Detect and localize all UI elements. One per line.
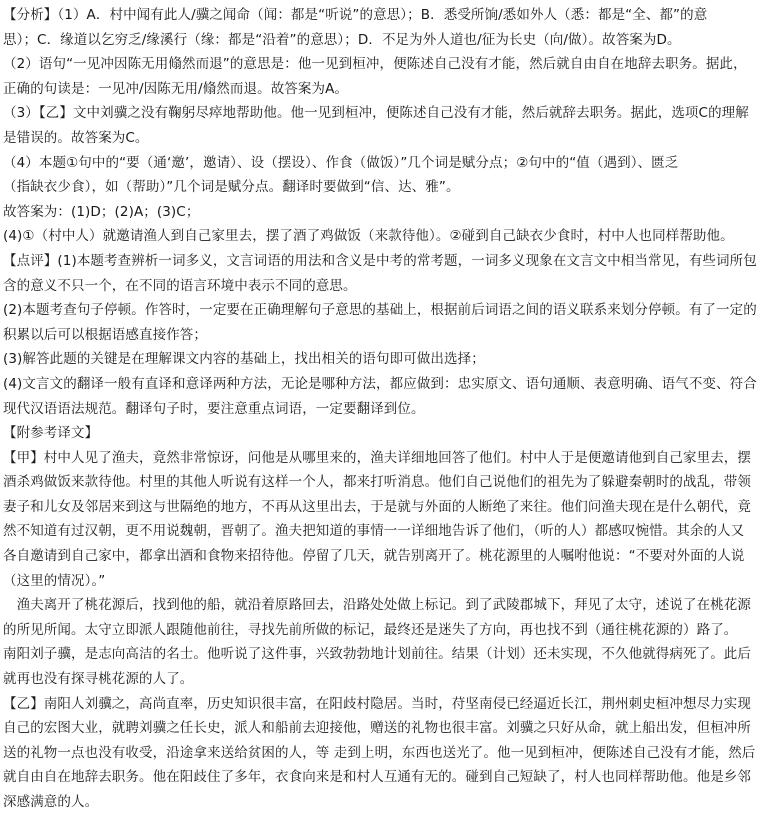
text-line: 【附参考译文】 [3,425,99,442]
text-line: （这里的情况）。” [3,572,106,589]
text-line: 就再也没有探寻桃花源的人了。 [3,671,194,688]
text-line: 【甲】村中人见了渔夫，竟然非常惊讶，问他是从哪里来的，渔夫详细地回答了他们。村中人于是便邀请他到自己家里去，摆 [3,449,751,466]
text-line: 各自邀请到自己家中，都拿出酒和食物来招待他。停留了几天，就告别离开了。桃花源里的人嘱咐他说：“不要对外面的人说 [3,548,745,565]
text-line: (4)①（村中人）就邀请渔人到自己家里去，摆了酒了鸡做饭（来款待他）。②碰到自己缺衣少食时，村中人也同样帮助他。 [3,228,734,245]
text-line: （2）语句“一见冲因陈无用翛然而退”的意思是：他一见到桓冲，便陈述自己没有才能，然后就自由自在地辞去职务。据此， [3,56,747,73]
text-line: 的所见所闻。太守立即派人跟随他前往，寻找先前所做的标记，最终还是迷失了方向，再也找不到（通往桃花源的）路了。 [3,621,738,638]
text-line: (3)解答此题的关键是在理解课文内容的基础上，找出相关的语句即可做出选择； [3,351,485,368]
text-line: (4)文言文的翻译一般有直译和意译两种方法，无论是哪种方法，都应做到：忠实原文、语句通顺、表意明确、语气不变、符合 [3,375,757,392]
text-line: （4）本题①句中的“要（通‘邀’，邀请）、设（摆设）、作食（做饭）”几个词是赋分点；②句中的“值（遇到）、匮乏 [3,154,679,171]
text-line: 妻子和儿女及邻居来到这与世隔绝的地方，不再从这里出去，于是就与外面的人断绝了来往。他们问渔夫现在是什么朝代，竟 [3,498,751,515]
text-line: 深感满意的人。 [3,794,99,810]
text-line: 【点评】(1)本题考查辨析一词多义，文言词语的用法和含义是中考的常考题，一词多义现象在文言文中相当常见，有些词所包 [3,252,757,269]
text-line: 现代汉语语法规范。翻译句子时，要注意重点词语，一定要翻译到位。 [3,400,425,417]
text-line: 就自由自在地辞去职务。他在阳歧住了多年，衣食向来是和村人互通有无的。碰到自己短缺了，村人也同样帮助他。他是乡邻 [3,769,751,786]
text-line: 含的意义不只一个，在不同的语言环境中表示不同的意思。 [3,277,357,294]
text-line: 酒杀鸡做饭来款待他。村里的其他人听说有这样一个人，都来打听消息。他们自己说他们的祖先为了躲避秦朝时的战乱，带领 [3,474,751,491]
text-line: 故答案为：(1)D；(2)A；(3)C； [3,203,200,220]
text-line: 【乙】南阳人刘骥之，高尚直率，历史知识很丰富，在阳歧村隐居。当时，苻坚南侵已经逼近长江，荆州刺史桓冲想尽力实现 [3,695,751,712]
text-line: 【分析】（1）A．村中闻有此人/骥之闻命（闻：都是“听说”的意思）；B．悉受所饷/悉如外人（悉：都是“全、都”的意 [3,7,708,23]
text-line: 自己的宏图大业，就聘刘骥之任长史，派人和船前去迎接他，赠送的礼物也很丰富。刘骥之只好从命，就上船出发，但桓冲所 [3,720,751,737]
text-line: 积累以后可以根据语感直接作答； [3,326,207,343]
text-line: (2)本题考查句子停顿。作答时，一定要在正确理解句子意思的基础上，根据前后词语之间的语义联系来划分停顿。有了一定的 [3,302,757,319]
text-line: （指缺衣少食），如（帮助）”几个词是赋分点。翻译时要做到“信、达、雅”。 [3,179,460,196]
text-line: 是错误的。故答案为C。 [3,129,149,146]
text-line: 渔夫离开了桃花源后，找到他的船，就沿着原路回去，沿路处处做上标记。到了武陵郡城下，拜见了太守，述说了在桃花源 [3,597,751,614]
text-line: 南阳刘子骥，是志向高洁的名士。他听说了这件事，兴致勃勃地计划前往。结果（计划）还未实现，不久他就得病死了。此后 [3,646,751,663]
text-line: （3）【乙】文中刘骥之没有鞠躬尽瘁地帮助他。他一见到桓冲，便陈述自己没有才能，然后就辞去职务。据此，选项C的理解 [3,105,749,122]
text-line: 正确的句读是：一见冲/因陈无用/翛然而退。故答案为A。 [3,80,349,97]
text-line: 然不知道有过汉朝，更不用说魏朝，晋朝了。渔夫把知道的事情一一详细地告诉了他们，（听的人）都感叹惋惜。其余的人又 [3,523,745,540]
text-line: 送的礼物一点也没有收受，沿途拿来送给贫困的人，等 走到上明，东西也送光了。他一见到桓冲，便陈述自己没有才能，然后 [3,744,756,761]
text-line: 思）；C．缘道以乞穷乏/缘溪行（缘：都是“沿着”的意思）；D．不足为外人道也/征为长史（向/做）。故答案为D。 [3,31,681,48]
